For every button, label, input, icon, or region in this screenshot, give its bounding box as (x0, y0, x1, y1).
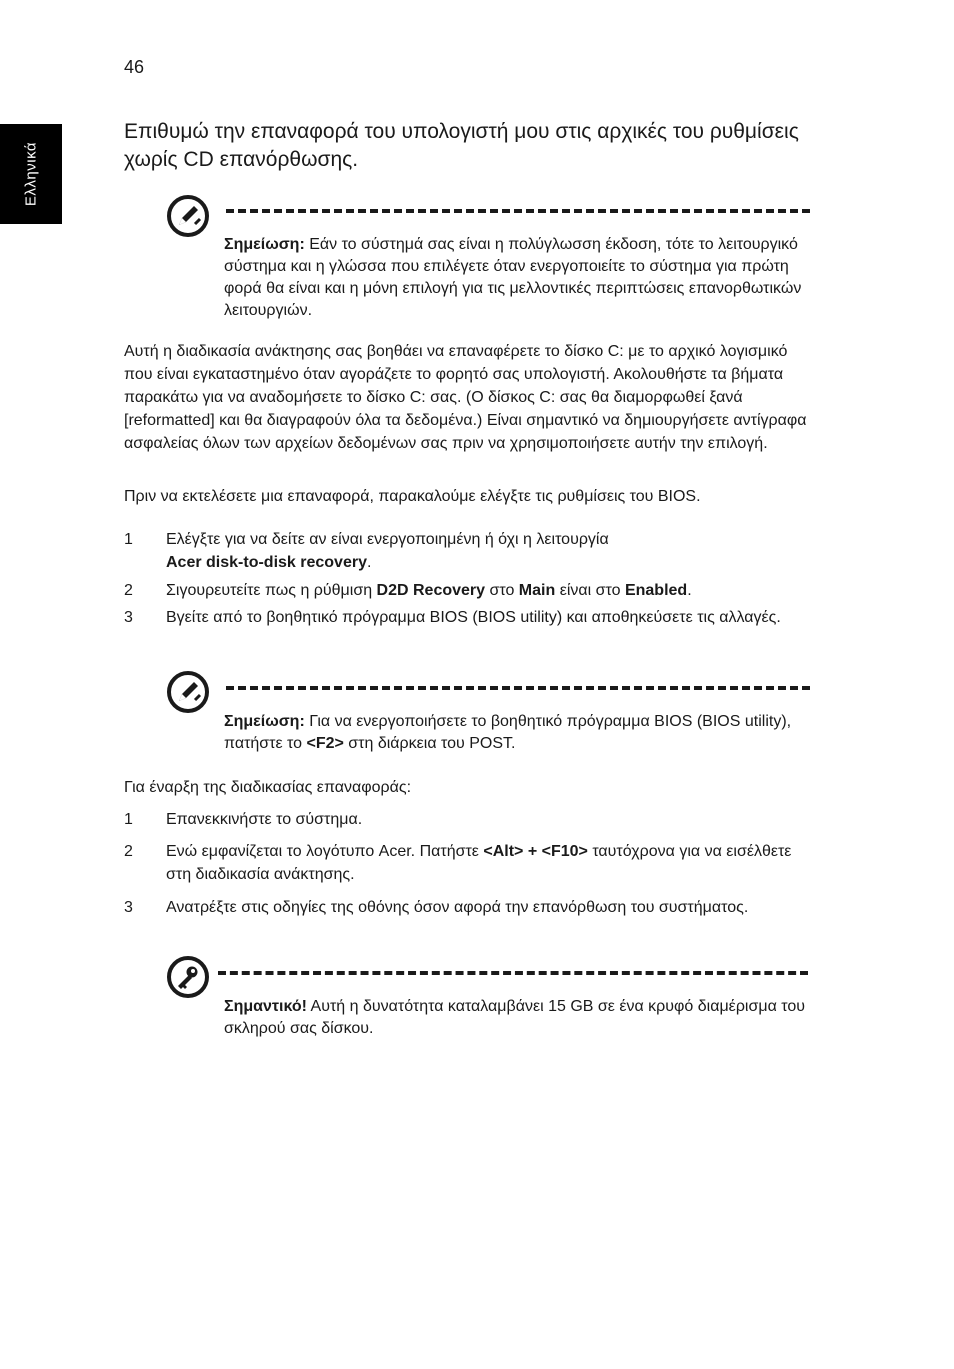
language-tab (0, 124, 62, 224)
list-item-bold: Acer disk-to-disk recovery (166, 554, 367, 571)
list-item-bold: D2D Recovery (376, 582, 486, 599)
note-divider (226, 686, 810, 690)
note-text: Εάν το σύστημά σας είναι η πολύγλωσση έκδοση, τότε το λειτουργικό σύστημα και η γλώσσα που επιλέγετε όταν ενεργοποιείτε το σύστημα για πρώτη φορά θα είναι και η μόνη επιλογή για τις μελλοντικές περιπτώσεις επανορθωτικών λειτουργιών. (224, 236, 802, 319)
note-divider (226, 209, 810, 213)
list-item-text: στο (485, 582, 519, 599)
recovery-description: Αυτή η διαδικασία ανάκτησης σας βοηθάει να επαναφέρετε το δίσκο C: με το αρχικό λογισμικό που είναι εγκαταστημένο όταν αγοράζετε το φορητό σας υπολογιστή. Ακολουθήστε τα βήματα παρακάτω για να αναδομήσετε το δίσκο C: σας. (Ο δίσκος C: σας θα διαμορφωθεί ξανά [reformatted] και θα διαγραφούν όλα τα δεδομένα.) Είναι σημαντικό να δημιουργήσετε αντίγραφα ασφαλείας όλων των αρχείων δεδομένων σας πριν να χρησιμοποιήσετε αυτήν την επιλογή. (124, 343, 807, 452)
page-number: 46 (124, 57, 145, 77)
note-text: Για να ενεργοποιήσετε το βοηθητικό πρόγραμμα BIOS (BIOS utility), πατήστε το (224, 713, 792, 752)
restore-intro: Για έναρξη της διαδικασίας επαναφοράς: (124, 779, 412, 796)
note-2 (224, 711, 814, 755)
note-pen-icon (166, 194, 210, 238)
list-number: 2 (124, 582, 133, 599)
note-key: <F2> (306, 735, 344, 752)
list-item (166, 840, 811, 886)
list-item: Επανεκκινήστε το σύστημα. (166, 811, 363, 828)
list-number: 3 (124, 609, 133, 626)
list-item-bold: Enabled (624, 582, 688, 599)
section-heading: Επιθυμώ την επαναφορά του υπολογιστή μου στις αρχικές του ρυθμίσεις χωρίς CD επανόρθωσης. (124, 120, 799, 171)
important-label: Σημαντικό! (224, 998, 307, 1015)
note-pen-icon (166, 670, 210, 714)
list-item (166, 528, 811, 574)
important-note (224, 996, 814, 1040)
language-tab-label: Ελληνικά (22, 141, 40, 207)
list-item-text: ταυτόχρονα για να εισέλθετε στη διαδικασία ανάκτησης. (166, 843, 792, 883)
list-number: 1 (124, 531, 133, 548)
list-number: 1 (124, 811, 133, 828)
list-number: 3 (124, 899, 133, 916)
list-item-text: Ενώ εμφανίζεται το λογότυπο Acer. Πατήστε (166, 843, 484, 860)
list-item-text: είναι στο (555, 582, 625, 599)
note-label: Σημείωση: (224, 713, 305, 730)
bios-check-intro: Πριν να εκτελέσετε μια επαναφορά, παρακαλούμε ελέγξτε τις ρυθμίσεις του BIOS. (124, 488, 701, 505)
list-item: Ανατρέξτε στις οδηγίες της οθόνης όσον αφορά την επανόρθωση του συστήματος. (166, 899, 749, 916)
list-item: Βγείτε από το βοηθητικό πρόγραμμα BIOS (BIOS utility) και αποθηκεύσετε τις αλλαγές. (166, 609, 781, 626)
note-text: στη διάρκεια του POST. (343, 735, 516, 752)
important-text: Αυτή η δυνατότητα καταλαμβάνει 15 GB σε ένα κρυφό διαμέρισμα του σκληρού σας δίσκου. (224, 998, 805, 1037)
important-key-icon (166, 955, 210, 999)
list-item-text: . (366, 554, 372, 571)
list-item-bold: Main (518, 582, 556, 599)
list-item-key: <Alt> + <F10> (483, 843, 588, 860)
list-item-text: . (687, 582, 692, 599)
list-number: 2 (124, 843, 133, 860)
important-divider (218, 971, 808, 975)
note-label: Σημείωση: (224, 236, 305, 253)
list-item (166, 579, 811, 602)
note-1 (224, 234, 814, 322)
list-item-text: Ελέγξτε για να δείτε αν είναι ενεργοποιημένη ή όχι η λειτουργία (166, 531, 609, 548)
list-item-text: Σιγουρευτείτε πως η ρύθμιση (166, 582, 377, 599)
